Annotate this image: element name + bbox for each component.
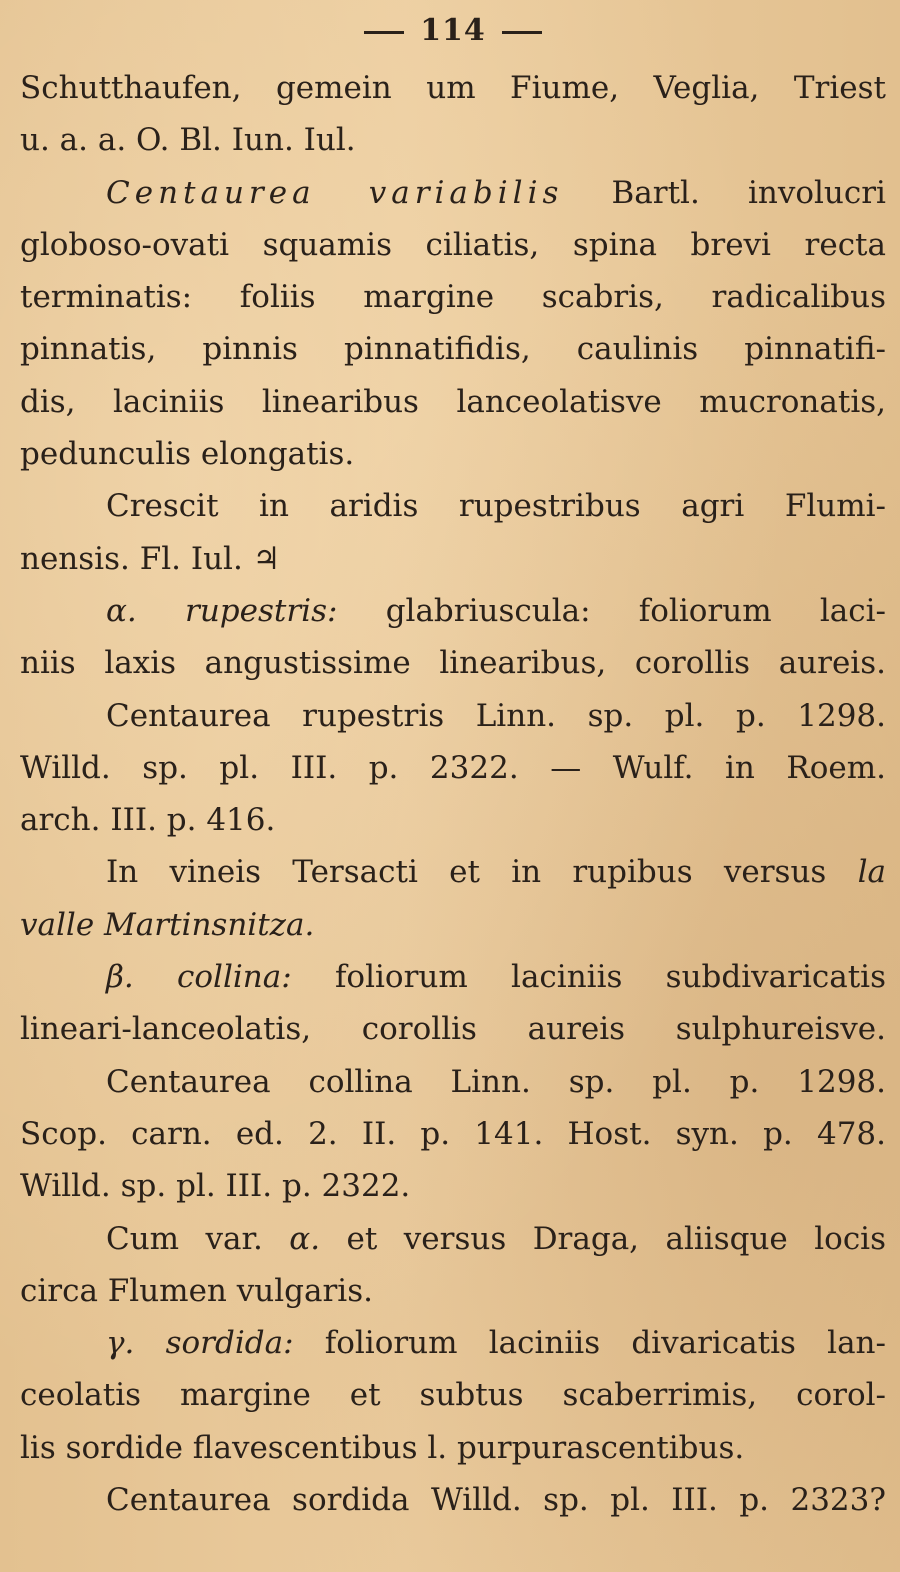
page-header <box>20 10 886 62</box>
text-line <box>20 323 886 375</box>
text-line <box>20 376 886 428</box>
text-span: Scop. carn. ed. 2. II. p. 141. Host. syn. p. 478. <box>20 1115 886 1152</box>
text-span: foliorum laciniis divaricatis lan- <box>293 1325 886 1362</box>
text-line <box>20 690 886 742</box>
text-line <box>20 951 886 1003</box>
italic-text: β. collina: <box>106 959 292 996</box>
text-span: lineari-lanceolatis, corollis aureis sulphureisve. <box>20 1011 886 1048</box>
text-line <box>20 428 886 480</box>
text-line <box>20 480 886 532</box>
text-line <box>20 167 886 219</box>
text-span: foliorum laciniis subdivaricatis <box>291 959 886 996</box>
text-span: nensis. Fl. Iul. ♃ <box>20 540 281 577</box>
text-line <box>20 1317 886 1369</box>
text-span: et versus Draga, aliisque locis <box>320 1220 886 1257</box>
text-span: ceolatis margine et subtus scaberrimis, corol- <box>20 1377 886 1414</box>
text-span: Schutthaufen, gemein um Fiume, Veglia, Triest <box>20 70 886 106</box>
text-span: Centaurea rupestris Linn. sp. pl. p. 1298. <box>106 697 886 734</box>
text-span: Cum var. <box>106 1220 290 1257</box>
text-span: pinnatis, pinnis pinnatifidis, caulinis pinnatifi- <box>20 331 886 368</box>
text-line <box>20 1160 886 1212</box>
text-line <box>20 1369 886 1421</box>
italic-text: α. <box>289 1220 321 1257</box>
text-span: Centaurea sordida Willd. sp. pl. III. p. 2323? <box>106 1482 886 1519</box>
text-span: Bartl. involucri <box>563 174 886 211</box>
text-line <box>20 637 886 689</box>
text-span: In vineis Tersacti et in rupibus versus <box>106 854 858 891</box>
text-line <box>20 219 886 271</box>
text-line <box>20 1265 886 1317</box>
page-number: 114 <box>420 13 486 48</box>
text-line <box>20 62 886 114</box>
header-dash-right <box>502 31 542 34</box>
text-span: circa Flumen vulgaris. <box>20 1272 373 1309</box>
text-line <box>20 271 886 323</box>
text-line <box>20 1003 886 1055</box>
text-span: Willd. sp. pl. III. p. 2322. <box>20 1168 411 1205</box>
text-span: dis, laciniis linearibus lanceolatisve mucronatis, <box>20 383 886 420</box>
text-line <box>20 1422 886 1474</box>
text-span: niis laxis angustissime linearibus, corollis aureis. <box>20 645 886 682</box>
italic-text: γ. sordida: <box>106 1325 294 1362</box>
italic-text: Centaurea variabilis <box>106 174 564 211</box>
text-span: u. a. a. O. Bl. Iun. Iul. <box>20 122 356 159</box>
text-span: lis sordide flavescentibus l. purpurascentibus. <box>20 1429 745 1466</box>
text-line <box>20 794 886 846</box>
text-line <box>20 846 886 898</box>
text-line <box>20 1213 886 1265</box>
italic-text: valle Martinsnitza. <box>20 906 315 943</box>
text-line <box>20 114 886 166</box>
text-span: pedunculis elongatis. <box>20 436 355 473</box>
text-line <box>20 533 886 585</box>
text-span: Crescit in aridis rupestribus agri Flumi- <box>106 488 886 525</box>
text-line <box>20 1108 886 1160</box>
text-line <box>20 742 886 794</box>
text-body <box>20 62 886 1526</box>
header-dash-left <box>364 31 404 34</box>
text-span: glabriuscula: foliorum laci- <box>337 592 886 629</box>
text-line <box>20 899 886 951</box>
text-line <box>20 585 886 637</box>
italic-text: α. rupestris: <box>106 592 338 629</box>
text-span: terminatis: foliis margine scabris, radicalibus <box>20 279 886 316</box>
text-line <box>20 1056 886 1108</box>
text-span: Willd. sp. pl. III. p. 2322. — Wulf. in Roem. <box>20 749 886 786</box>
text-span: globoso-ovati squamis ciliatis, spina brevi recta <box>20 226 886 263</box>
italic-text: la <box>857 854 886 891</box>
text-span: arch. III. p. 416. <box>20 802 276 839</box>
text-span: Centaurea collina Linn. sp. pl. p. 1298. <box>106 1063 886 1100</box>
text-line <box>20 1474 886 1526</box>
